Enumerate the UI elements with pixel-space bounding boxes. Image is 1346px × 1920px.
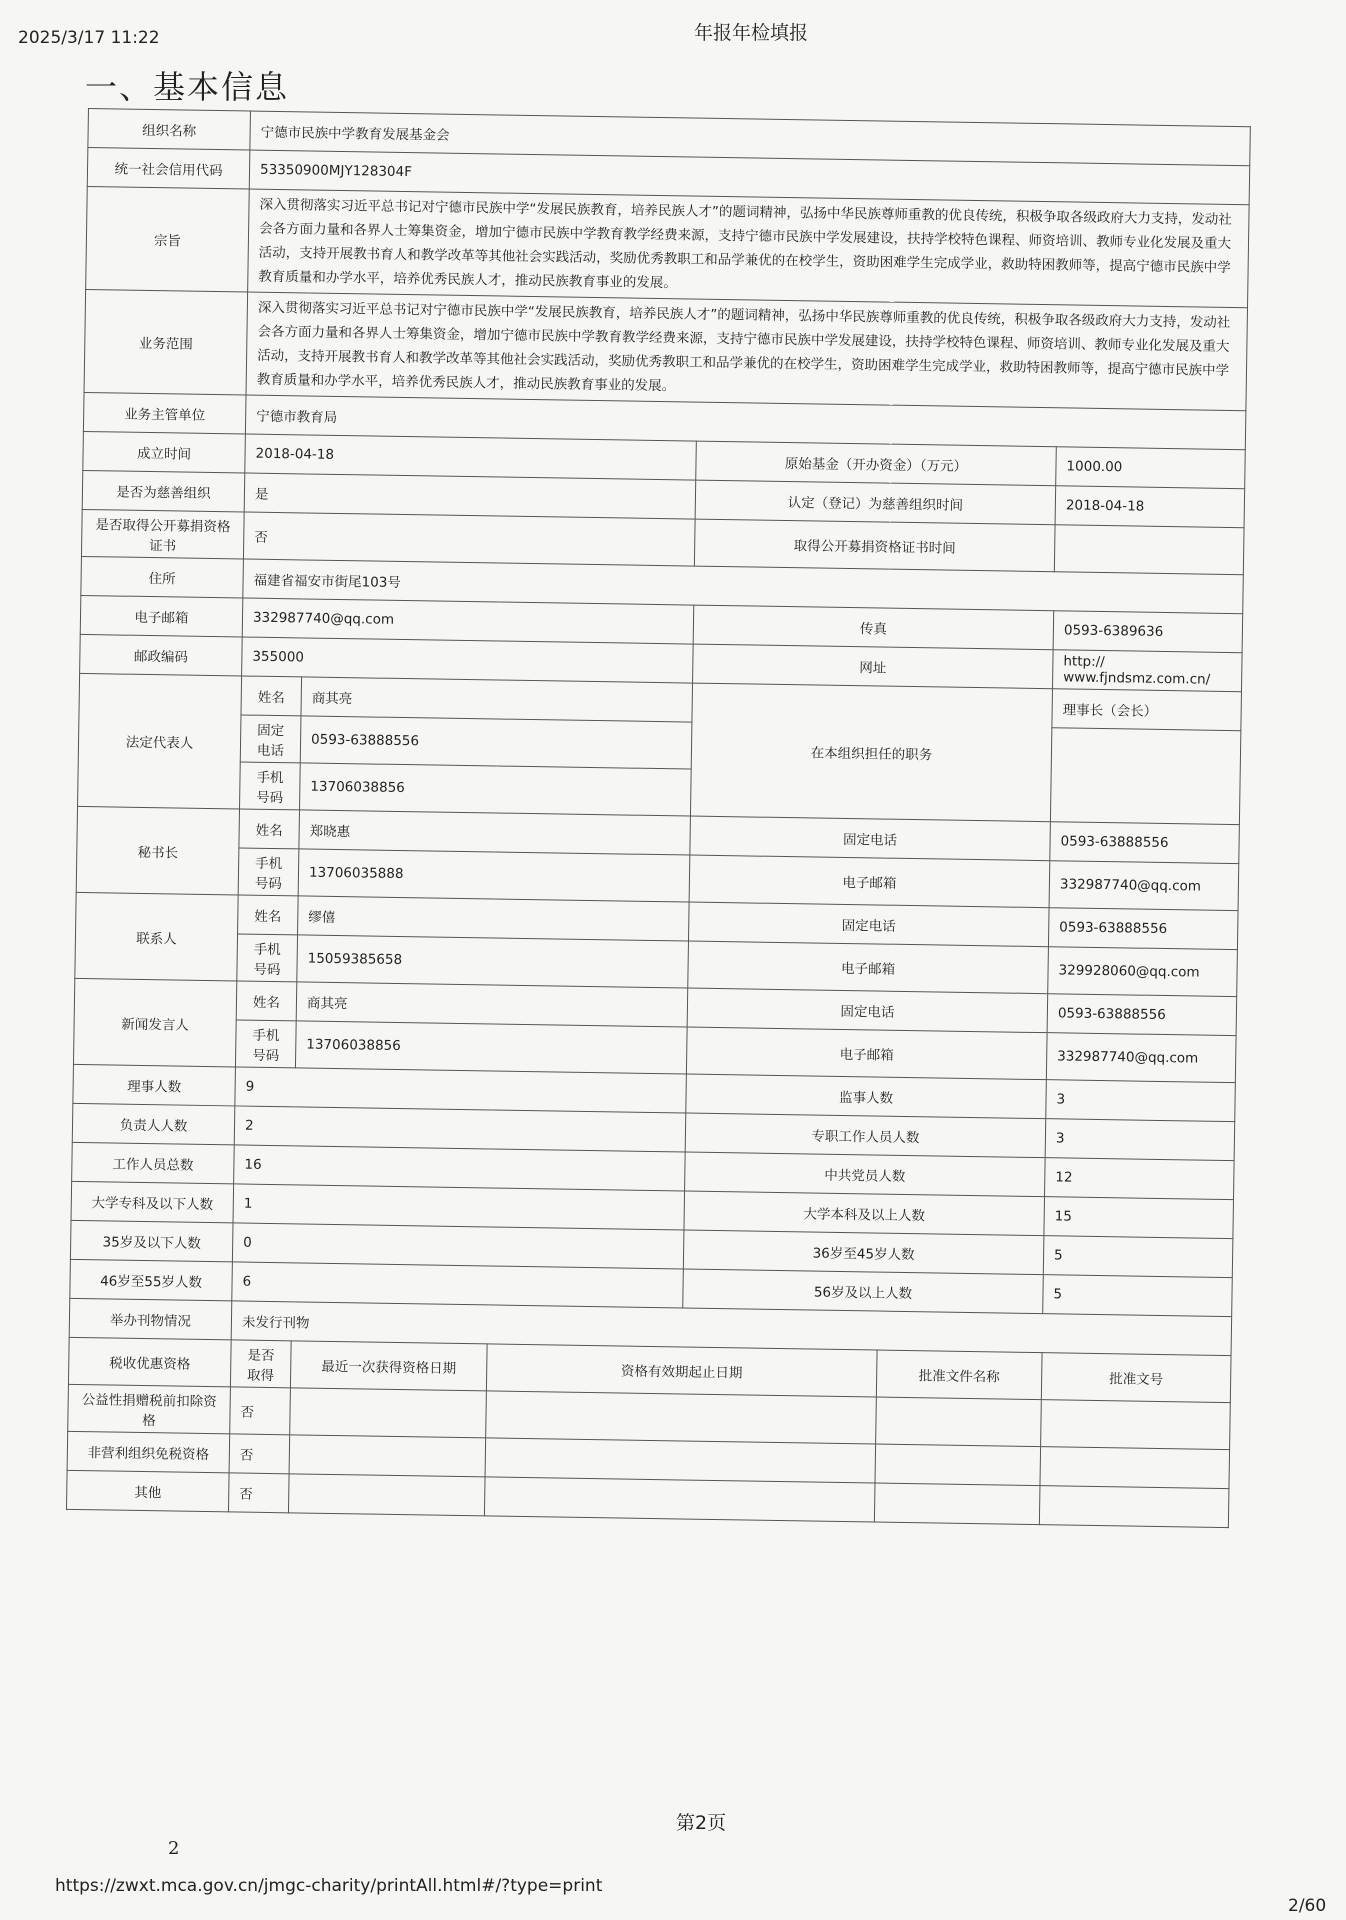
tax-blank-cell — [1041, 1400, 1231, 1450]
address-label: 住所 — [81, 556, 244, 598]
count-value: 9 — [235, 1067, 687, 1113]
page-count: 2/60 — [1288, 1896, 1327, 1916]
print-url: https://zwxt.mca.gov.cn/jmgc-charity/printAll.html#/?type=print — [55, 1876, 603, 1896]
org-name-value: 宁德市民族中学教育发展基金会 — [250, 111, 1250, 166]
charity-date-value: 2018-04-18 — [1055, 486, 1245, 528]
count-label: 56岁及以上人数 — [683, 1269, 1044, 1314]
fundraise-value: 否 — [243, 512, 695, 566]
contact-label: 联系人 — [75, 892, 238, 981]
secretary-email-value: 332987740@qq.com — [1049, 861, 1239, 911]
tax-header: 批准文件名称 — [876, 1350, 1042, 1400]
spokesperson-tel-value: 0593-63888556 — [1047, 994, 1237, 1036]
publications-label: 举办刊物情况 — [69, 1298, 232, 1340]
count-label: 中共党员人数 — [685, 1152, 1046, 1197]
credit-code-value: 53350900MJY128304F — [249, 150, 1249, 205]
secretary-email-label: 电子邮箱 — [689, 855, 1050, 908]
legal-tel-value: 0593-63888556 — [300, 716, 692, 769]
count-label: 46岁至55岁人数 — [70, 1259, 233, 1301]
tax-blank-cell — [1040, 1447, 1230, 1489]
count-label: 工作人员总数 — [72, 1142, 235, 1184]
count-value: 6 — [232, 1262, 684, 1308]
tax-blank-cell — [289, 1435, 486, 1477]
spokesperson-name-label: 姓名 — [236, 981, 297, 1021]
scope-value: 深入贯彻落实习近平总书记对宁德市民族中学“发展民族教育，培养民族人才”的题词精神，弘扬中华民族尊师重教的优良传统，积极争取各级政府大力支持，发动社会各方面力量和各界人士筹集资金，增加宁德市民族中学教育教学经费来源，支持宁德市民族中学发展建设，扶持学校特色课程、师资培训、教师专业化发展及重大活动，支持开展教书育人和教学改革等其他社会实践活动，奖励优秀教职工和品学兼优的在校学生，资助困难学生完成学业，救助特困教师等，提高宁德市民族中学教育质量和办学水平，培养优秀民族人才，推动民族教育事业的发展。 — [246, 292, 1247, 411]
charity-date-label: 认定（登记）为慈善组织时间 — [695, 480, 1056, 525]
fax-value: 0593-6389636 — [1053, 611, 1243, 653]
count-label: 监事人数 — [686, 1074, 1047, 1119]
secretary-tel-value: 0593-63888556 — [1050, 822, 1240, 864]
fundraise-date-label: 取得公开募捐资格证书时间 — [694, 519, 1055, 572]
contact-tel-label: 固定电话 — [688, 902, 1049, 947]
count-value: 2 — [234, 1106, 686, 1152]
contact-mobile-value: 15059385658 — [297, 935, 689, 988]
tax-blank-cell — [874, 1483, 1040, 1525]
count-label: 大学专科及以下人数 — [71, 1181, 234, 1223]
tax-blank-cell — [288, 1474, 485, 1516]
tax-blank-cell — [485, 1438, 876, 1483]
spokesperson-mobile-label: 手机号码 — [235, 1020, 296, 1068]
secretary-name-label: 姓名 — [239, 809, 300, 849]
fund-label: 原始基金（开办资金）（万元） — [696, 441, 1057, 486]
basic-info-table — [66, 108, 1251, 1528]
tax-row-label: 其他 — [66, 1470, 229, 1512]
website-value: http:// www.fjndsmz.com.cn/ — [1052, 650, 1242, 692]
legal-position-blank — [1050, 728, 1240, 825]
postcode-value: 355000 — [242, 637, 694, 683]
website-label: 网址 — [693, 644, 1054, 689]
charity-label: 是否为慈善组织 — [82, 470, 245, 512]
legal-position-value: 理事长（会长） — [1052, 689, 1242, 731]
charity-value: 是 — [244, 473, 696, 519]
row-scope — [84, 289, 1247, 410]
row-purpose — [86, 186, 1249, 307]
tax-row-label: 公益性捐赠税前扣除资格 — [68, 1384, 231, 1434]
spokesperson-email-label: 电子邮箱 — [686, 1027, 1047, 1080]
supervisor-value: 宁德市教育局 — [245, 395, 1245, 450]
postcode-label: 邮政编码 — [80, 634, 243, 676]
tax-blank-cell — [290, 1388, 487, 1438]
secretary-label: 秘书长 — [76, 806, 239, 895]
legal-mobile-label: 手机号码 — [240, 762, 301, 810]
count-value: 5 — [1043, 1236, 1233, 1278]
purpose-label: 宗旨 — [86, 186, 250, 292]
tax-header: 最近一次获得资格日期 — [290, 1341, 487, 1391]
fund-value: 1000.00 — [1056, 447, 1246, 489]
page-label: 第2页 — [676, 1812, 727, 1834]
secretary-mobile-value: 13706035888 — [298, 849, 690, 902]
spokesperson-name-value: 商其亮 — [296, 982, 688, 1027]
count-value: 3 — [1045, 1119, 1235, 1161]
tax-obtained: 否 — [228, 1473, 289, 1513]
legal-mobile-value: 13706038856 — [300, 763, 692, 816]
contact-name-label: 姓名 — [238, 895, 299, 935]
count-label: 36岁至45岁人数 — [683, 1230, 1044, 1275]
section-title: 一、基本信息 — [85, 68, 290, 106]
contact-email-label: 电子邮箱 — [688, 941, 1049, 994]
count-label: 大学本科及以上人数 — [684, 1191, 1045, 1236]
count-value: 15 — [1044, 1197, 1234, 1239]
purpose-value: 深入贯彻落实习近平总书记对宁德市民族中学“发展民族教育，培养民族人才”的题词精神，弘扬中华民族尊师重教的优良传统，积极争取各级政府大力支持，发动社会各方面力量和各界人士筹集资金，增加宁德市民族中学教育教学经费来源，支持宁德市民族中学发展建设，扶持学校特色课程、师资培训、教师专业化发展及重大活动，支持开展教书育人和教学改革等其他社会实践活动，奖励优秀教职工和品学兼优的在校学生，资助困难学生完成学业，救助特困教师等，提高宁德市民族中学教育质量和办学水平，培养优秀民族人才，推动民族教育事业的发展。 — [248, 189, 1249, 308]
spokesperson-tel-label: 固定电话 — [687, 988, 1048, 1033]
email-label: 电子邮箱 — [80, 595, 243, 637]
legal-tel-label: 固定电话 — [240, 715, 301, 763]
tax-blank-cell — [876, 1397, 1042, 1447]
print-datetime: 2025/3/17 11:22 — [18, 28, 160, 48]
address-value: 福建省福安市街尾103号 — [243, 559, 1243, 614]
contact-email-value: 329928060@qq.com — [1048, 947, 1238, 997]
tax-header: 是否取得 — [230, 1340, 291, 1388]
tax-row-label: 非营利组织免税资格 — [67, 1431, 230, 1473]
fundraise-label: 是否取得公开募捐资格证书 — [81, 509, 244, 559]
tax-obtained: 否 — [230, 1387, 291, 1435]
handwritten-page-number: 2 — [168, 1838, 180, 1859]
legal-name-value: 商其亮 — [301, 677, 693, 722]
tax-blank-cell — [484, 1477, 875, 1522]
count-value: 0 — [232, 1223, 684, 1269]
count-value: 3 — [1046, 1080, 1236, 1122]
count-value: 16 — [234, 1145, 686, 1191]
contact-mobile-label: 手机号码 — [237, 934, 298, 982]
spokesperson-mobile-value: 13706038856 — [295, 1021, 687, 1074]
count-label: 负责人人数 — [72, 1103, 235, 1145]
count-label: 35岁及以下人数 — [70, 1220, 233, 1262]
spokesperson-label: 新闻发言人 — [73, 978, 236, 1067]
credit-code-label: 统一社会信用代码 — [87, 148, 250, 190]
tax-blank-cell — [1039, 1486, 1229, 1528]
secretary-tel-label: 固定电话 — [690, 816, 1051, 861]
email-value: 332987740@qq.com — [242, 598, 694, 644]
count-label: 专职工作人员人数 — [685, 1113, 1046, 1158]
tax-header: 资格有效期起止日期 — [486, 1344, 877, 1397]
count-value: 12 — [1045, 1158, 1235, 1200]
tax-obtained: 否 — [229, 1434, 290, 1474]
legal-name-label: 姓名 — [241, 676, 302, 716]
tax-header: 税收优惠资格 — [68, 1337, 231, 1387]
tax-header: 批准文号 — [1041, 1353, 1231, 1403]
legal-rep-label: 法定代表人 — [78, 673, 242, 809]
document-title: 年报年检填报 — [694, 22, 809, 44]
secretary-mobile-label: 手机号码 — [238, 848, 299, 896]
fundraise-date-value — [1054, 525, 1244, 575]
tax-blank-cell — [875, 1444, 1041, 1486]
contact-name-value: 缪僖 — [298, 896, 690, 941]
count-value: 5 — [1043, 1275, 1233, 1317]
tax-blank-cell — [486, 1391, 877, 1444]
founded-value: 2018-04-18 — [245, 434, 697, 480]
fax-label: 传真 — [693, 605, 1054, 650]
secretary-name-value: 郑晓惠 — [299, 810, 691, 855]
count-value: 1 — [233, 1184, 685, 1230]
contact-tel-value: 0593-63888556 — [1048, 908, 1238, 950]
spokesperson-email-value: 332987740@qq.com — [1046, 1033, 1236, 1083]
legal-position-label: 在本组织担任的职务 — [690, 683, 1052, 822]
count-label: 理事人数 — [73, 1064, 236, 1106]
org-name-label: 组织名称 — [88, 109, 251, 151]
publications-value: 未发行刊物 — [231, 1301, 1231, 1356]
scope-label: 业务范围 — [84, 289, 248, 395]
founded-label: 成立时间 — [83, 431, 246, 473]
supervisor-label: 业务主管单位 — [83, 392, 246, 434]
